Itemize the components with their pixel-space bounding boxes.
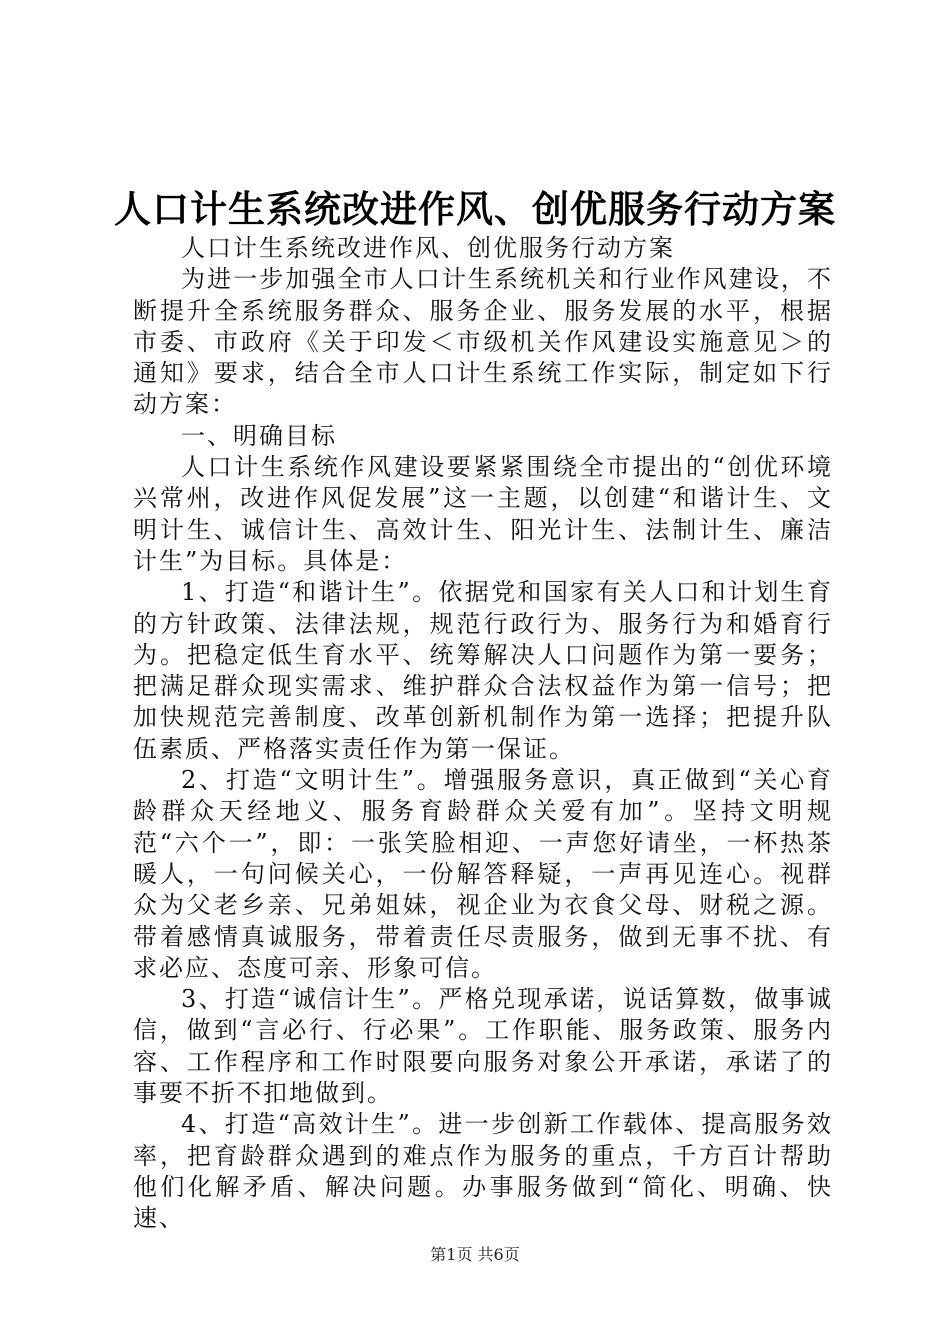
page-number-footer: 第1页 共6页	[430, 1245, 520, 1264]
section-heading-goals: 一、明确目标	[181, 421, 337, 450]
paragraph-item-2: 2、打造“文明计生”。增强服务意识，真正做到“关心育龄群众天经地义、服务育龄群众关爱有加”。坚持文明规范“六个一”，即：一张笑脸相迎、一声您好请坐，一杯热茶暖人，一句问候关心，一份解答释疑，一声再见连心。视群众为父老乡亲、兄弟姐妹，视企业为衣食父母、财税之源。带着感情真诚服务，带着责任尽责服务，做到无事不扰、有求必应、态度可亲、形象可信。	[133, 766, 833, 982]
paragraph-item-1: 1、打造“和谐计生”。依据党和国家有关人口和计划生育的方针政策、法律法规，规范行政行为、服务行为和婚育行为。把稳定低生育水平、统筹解决人口问题作为第一要务；把满足群众现实需求、维护群众合法权益作为第一信号；把加快规范完善制度、改革创新机制作为第一选择；把提升队伍素质、严格落实责任作为第一保证。	[133, 578, 833, 763]
paragraph-goals: 人口计生系统作风建设要紧紧围绕全市提出的“创优环境兴常州，改进作风促发展”这一主题，以创建“和谐计生、文明计生、诚信计生、高效计生、阳光计生、法制计生、廉洁计生”为目标。具体是：	[133, 453, 833, 575]
paragraph-subtitle: 人口计生系统改进作风、创优服务行动方案	[181, 234, 675, 262]
document-title: 人口计生系统改进作风、创优服务行动方案	[114, 187, 836, 231]
paragraph-item-4: 4、打造“高效计生”。进一步创新工作载体、提高服务效率，把育龄群众遇到的难点作为服务的重点，千方百计帮助他们化解矛盾、解决问题。办事服务做到“简化、明确、快速、	[133, 1110, 833, 1233]
paragraph-intro: 为进一步加强全市人口计生系统机关和行业作风建设，不断提升全系统服务群众、服务企业、服务发展的水平，根据市委、市政府《关于印发＜市级机关作风建设实施意见＞的通知》要求，结合全市人口计生系统工作实际，制定如下行动方案：	[133, 265, 833, 419]
paragraph-item-3: 3、打造“诚信计生”。严格兑现承诺，说话算数，做事诚信，做到“言必行、行必果”。工作职能、服务政策、服务内容、工作程序和工作时限要向服务对象公开承诺，承诺了的事要不折不扣地做到。	[133, 985, 833, 1108]
document-body	[133, 233, 833, 1235]
